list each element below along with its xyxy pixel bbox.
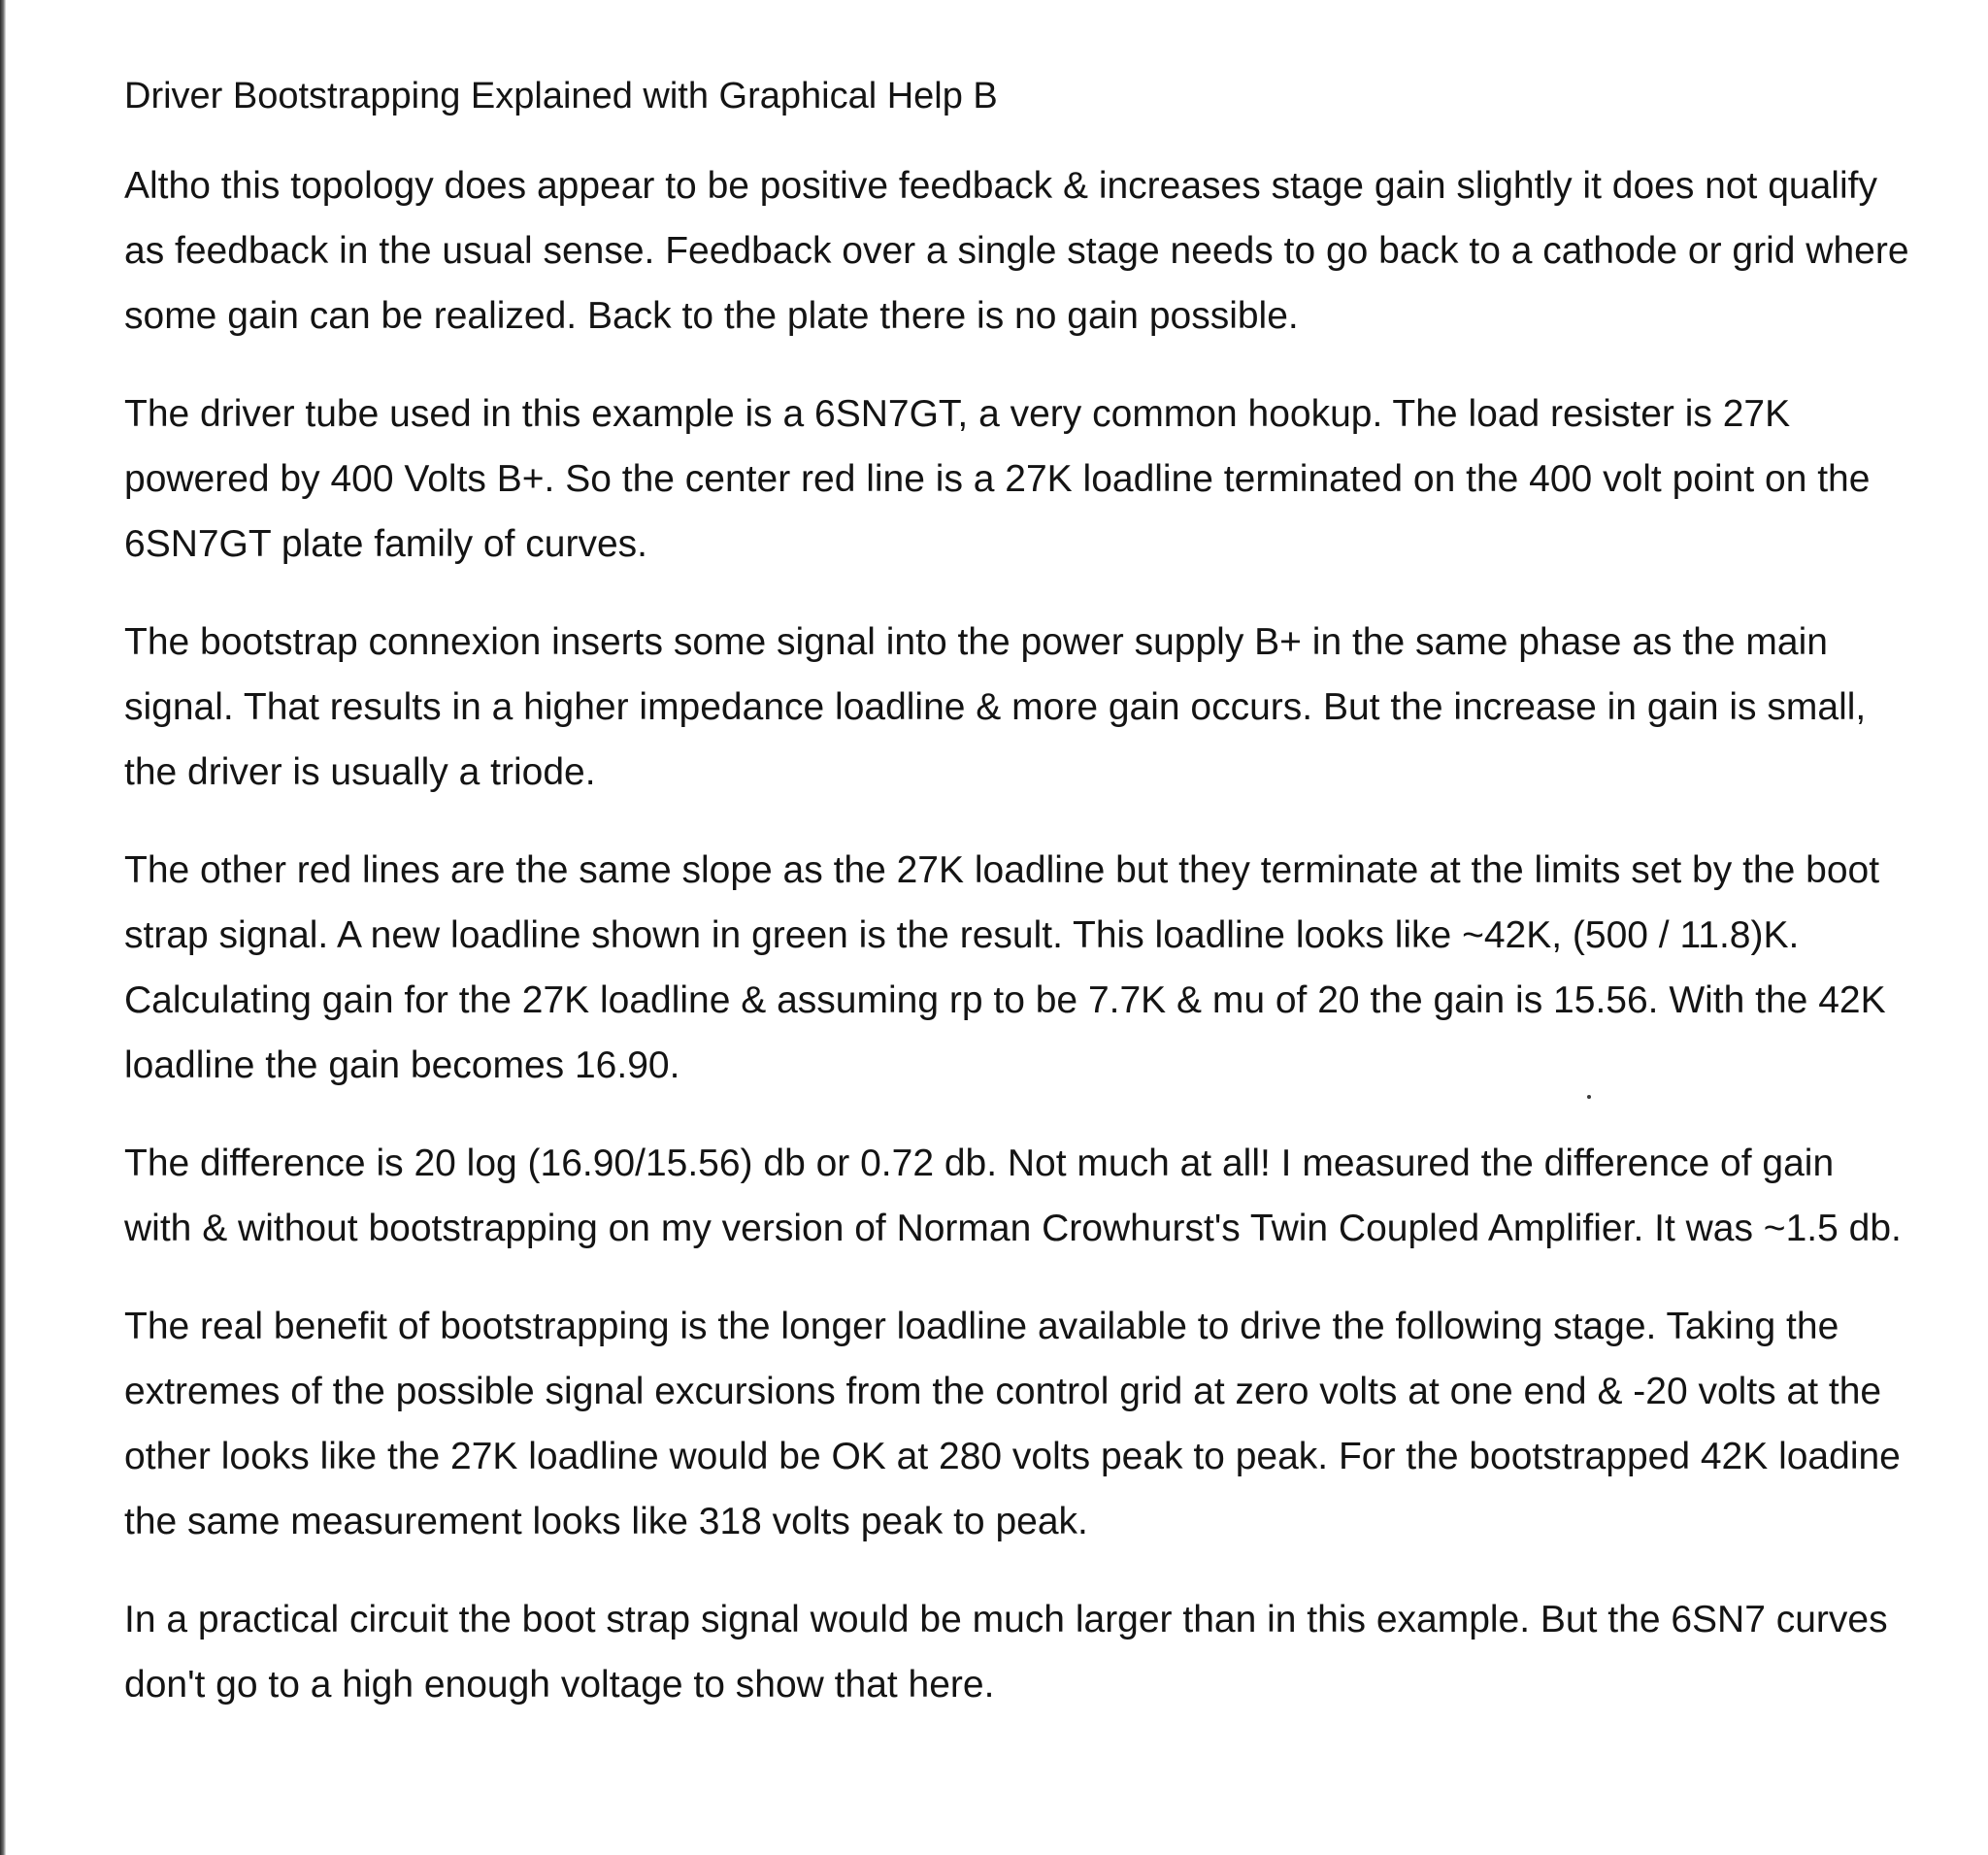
document-title: Driver Bootstrapping Explained with Graphical Help B xyxy=(124,76,998,116)
paragraph-benefit: The real benefit of bootstrapping is the longer loadline available to drive the following stage. Taking the extremes of the possible signal excursions from the control grid at zero volts at one end & -20 volts at the other looks like the 27K loadline would be OK at 280 volts peak to peak. For the bootstrapped 42K loadine the same measurement looks like 318 volts peak to peak. xyxy=(124,1306,1901,1542)
document-page xyxy=(124,68,1910,1717)
paragraph-feedback: Altho this topology does appear to be positive feedback & increases stage gain slightly it does not qualify as feedback in the usual sense. Feedback over a single stage needs to go back to a cathode or grid where some gain can be realized. Back to the plate there is no gain possible. xyxy=(124,165,1909,337)
paragraph-loadlines: The other red lines are the same slope as the 27K loadline but they terminate at the limits set by the boot strap signal. A new loadline shown in green is the result. This loadline looks like ~42K, (500 / 11.8)K. Calculating gain for the 27K loadline & assuming rp to be 7.7K & mu of 20 the gain is 15.56. With the 42K loadline the gain becomes 16.90. xyxy=(124,849,1886,1086)
paragraph-practical-circuit: In a practical circuit the boot strap signal would be much larger than in this example. But the 6SN7 curves don't go to a high enough voltage to show that here. xyxy=(124,1599,1888,1706)
paragraph-bootstrap-connexion: The bootstrap connexion inserts some signal into the power supply B+ in the same phase as the main signal. That results in a higher impedance loadline & more gain occurs. But the increase in gain is small, the driver is usually a triode. xyxy=(124,621,1867,793)
paragraph-difference: The difference is 20 log (16.90/15.56) db or 0.72 db. Not much at all! I measured the difference of gain with & without bootstrapping on my version of Norman Crowhurst's Twin Coupled Amplifier. It was ~1.5 db. xyxy=(124,1143,1902,1249)
scan-edge xyxy=(0,0,6,1855)
paragraph-driver-tube: The driver tube used in this example is a 6SN7GT, a very common hookup. The load resister is 27K powered by 400 Volts B+. So the center red line is a 27K loadline terminated on the 400 volt point on the 6SN7GT plate family of curves. xyxy=(124,393,1871,565)
